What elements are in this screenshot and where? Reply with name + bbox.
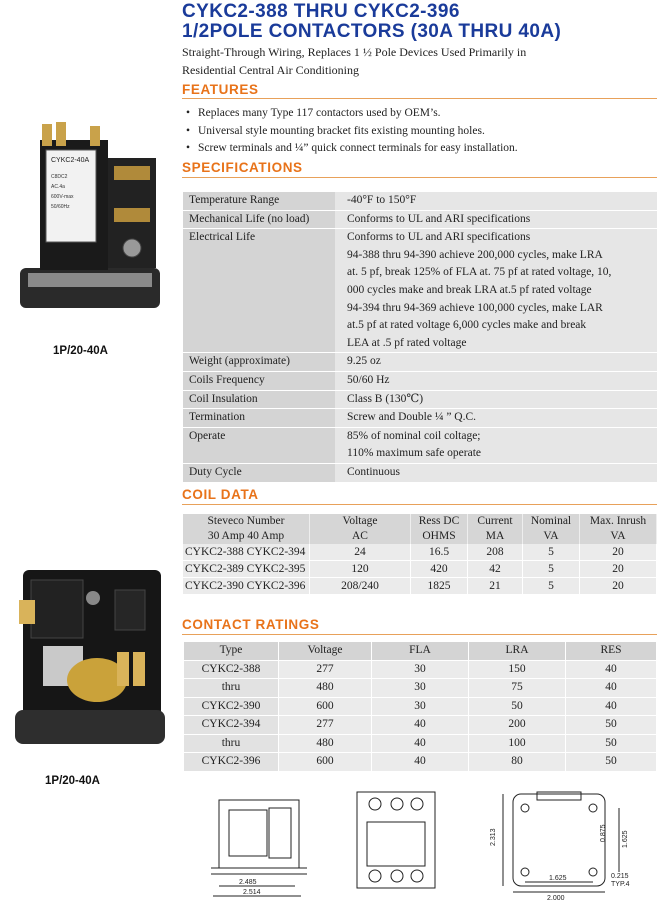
specifications-heading: SPECIFICATIONS [182,160,303,175]
dimension-label: TYP.4 [611,881,630,888]
dimension-label: 2.485 [239,879,257,886]
section-divider [182,177,657,178]
feature-item: • Universal style mounting bracket fits existing mounting holes. [186,124,485,137]
table-row: Coil Insulation Class B (130℃) [183,390,657,409]
table-row: Coils Frequency 50/60 Hz [183,371,657,390]
table-row: CYKC2-394 277 40 200 50 [184,716,657,735]
feature-item: • Replaces many Type 117 contactors used by OEM’s. [186,107,441,119]
page-subtitle-heading: 1/2POLE CONTACTORS (30A THRU 40A) [182,21,562,42]
product-caption-top: 1P/20-40A [53,345,108,357]
dimension-label: 2.000 [547,895,565,902]
section-divider [182,504,657,505]
contactor-photo-bottom [5,560,175,760]
table-row: thru 480 40 100 50 [184,734,657,753]
table-row: Temperature Range -40°F to 150°F [183,192,657,210]
specifications-table [183,192,657,483]
coil-data-table [183,514,657,595]
contact-ratings-heading: CONTACT RATINGS [182,617,320,632]
page-title: CYKC2-388 THRU CYKC2-396 [182,1,460,22]
table-header-row: Type Voltage FLA LRA RES [184,642,657,661]
table-row: thru 480 30 75 40 [184,679,657,698]
dimension-label: 1.625 [549,875,567,882]
table-row: CYKC2-388 CYKC2-394 24 16.5 208 5 20 [183,544,657,561]
label-text: AC.4a [51,184,65,190]
dimension-drawings [207,782,657,902]
label-text: C8DC2 [51,174,68,180]
contact-ratings-table [183,641,657,772]
coil-data-heading: COIL DATA [182,487,259,502]
features-heading: FEATURES [182,82,259,97]
features-list [186,105,656,158]
dimension-label: 2.514 [243,889,261,896]
table-row: Electrical Life Conforms to UL and ARI specifications 94-388 thru 94-390 achieve 200,000 cycles, make LRA at. 5 pf, break 125% of FLA at. 75 pf at rated voltage, 10, 000 cycles make and break LRA at.5 pf rated voltage 94-394 thru 94-369 achieve 100,000 cycles, make LAR at.5 pf at rated voltage 6,000 cycles make and break LEA at .5 pf rated voltage [183,229,657,353]
dimension-label: 0.875 [600,824,607,842]
product-caption-bottom: 1P/20-40A [45,775,100,787]
dimension-label: 2.313 [490,828,497,846]
table-row: CYKC2-396 600 40 80 50 [184,753,657,772]
contactor-photo-top [10,118,170,333]
table-row: CYKC2-389 CYKC2-395 120 420 42 5 20 [183,561,657,578]
table-row: Mechanical Life (no load) Conforms to UL and ARI specifications [183,210,657,229]
label-text: 50/60Hz [51,204,70,210]
table-row: Weight (approximate) 9.25 oz [183,353,657,372]
feature-item: • Screw terminals and ¼” quick connect terminals for easy installation. [186,142,518,154]
label-text: 600V-max [51,194,74,200]
section-divider [182,98,657,99]
subtitle-line-2: Residential Central Air Conditioning [182,63,359,77]
section-divider [182,634,657,635]
table-row: Termination Screw and Double ¼ ” Q.C. [183,409,657,428]
table-row: Operate 85% of nominal coil coltage; 110% maximum safe operate [183,427,657,463]
table-row: CYKC2-388 277 30 150 40 [184,660,657,679]
table-row: Duty Cycle Continuous [183,463,657,482]
table-header-row: Steveco Number 30 Amp 40 Amp Voltage AC Ress DC OHMS Current MA Nominal VA Max. Inrush VA [183,514,657,544]
table-row: CYKC2-390 CYKC2-396 208/240 1825 21 5 20 [183,578,657,595]
dimension-label: 1.625 [622,830,629,848]
dimension-label: 0.215 [611,873,629,880]
subtitle-line-1: Straight-Through Wiring, Replaces 1 ½ Pole Devices Used Primarily in [182,45,527,59]
table-row: CYKC2-390 600 30 50 40 [184,697,657,716]
label-text: CYKC2-40A [51,157,90,164]
